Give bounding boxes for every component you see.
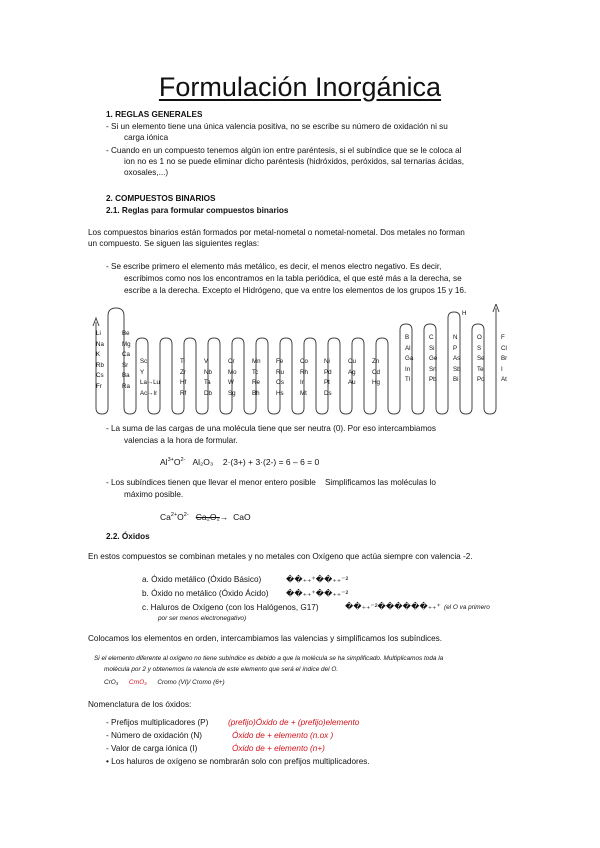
paragraph: Los compuestos binarios están formados por metal-nometal o nometal-nometal. Dos metales no forman [88, 228, 465, 237]
element-symbol: Mo [228, 368, 237, 376]
element-symbol: At [501, 376, 507, 383]
element-symbol: Ru [276, 368, 284, 376]
element-symbol: Ga [405, 355, 414, 362]
element-symbol: Co [300, 358, 308, 365]
page-title: Formulación Inorgánica [158, 72, 442, 102]
subsection-heading: 2.1. Reglas para formular compuestos binarios [106, 206, 289, 215]
element-symbol: I [501, 365, 503, 373]
element-symbol: Sr [122, 361, 129, 369]
element-symbol: Si [429, 344, 435, 352]
section2-heading: 2. COMPUESTOS BINARIOS [106, 194, 216, 203]
element-symbol: Y [140, 368, 145, 376]
element-symbol: Fe [276, 358, 284, 365]
element-symbol: Mn [252, 358, 261, 365]
paragraph: Colocamos los elementos en orden, intercambiamos las valencias y simplificamos los subíndices. [88, 634, 443, 643]
element-symbol: Mt [300, 389, 307, 397]
rule-text: - Los subíndices tienen que llevar el menor entero posible Simplificamos las moléculas lo [106, 478, 436, 487]
note: Si el elemento diferente al oxígeno no tiene subíndice es debido a que la molécula se ha simplificado. Multiplicamos toda la [94, 655, 444, 662]
element-symbol: O [477, 334, 482, 341]
element-symbol: Te [477, 365, 484, 373]
element-symbol: Bi [453, 376, 459, 383]
element-symbol: Cl [501, 344, 507, 352]
rule-text: - Se escribe primero el elemento más metálico, es decir, el menos electro negativo. Es decir, [106, 262, 442, 271]
element-symbol: Hs [276, 389, 284, 397]
element-symbol: F [501, 334, 505, 341]
element-symbol: Cd [372, 368, 380, 376]
element-symbol: Ta [204, 379, 211, 386]
element-symbol: Hg [372, 379, 380, 386]
element-symbol: Ge [429, 355, 438, 362]
element-symbol: Sn [429, 365, 437, 373]
oxide-note: (el O va primero [444, 604, 490, 611]
rule-text: escribimos como nos los encontramos en la tabla periódica, el que esté más a la derecha, se [124, 274, 462, 283]
element-symbol: Ni [324, 358, 330, 365]
element-symbol: Pt [324, 379, 330, 386]
element-symbol: Na [96, 340, 104, 348]
rule-text: valencias a la hora de formular. [124, 436, 238, 445]
subsection-heading: 2.2. Óxidos [106, 532, 150, 541]
nomenclature-item: • Los haluros de oxígeno se nombrarán solo con prefijos multiplicadores. [106, 757, 370, 766]
rule-text: oxosales,...) [124, 168, 169, 177]
rule-text: - Cuando en un compuesto tenemos algún ion entre paréntesis, si el subíndice que se le coloca al [106, 146, 462, 155]
element-symbol: K [96, 351, 101, 358]
rule-text: carga iónica [124, 133, 169, 142]
example-formula-1: $Al^{3+}O^{2-}$ Al₂O₃ 2·(3+) + 3·(2-) = 6 – 6 = 0 [160, 457, 320, 467]
element-symbol: Be [122, 330, 130, 337]
element-symbol: Rh [300, 368, 308, 376]
element-symbol: La→Lu [140, 379, 160, 386]
element-symbol: Hf [180, 379, 187, 386]
element-symbol: Ba [122, 372, 130, 379]
oxide-formula-b: ��₊₊⁺��₊₊⁻² [286, 589, 349, 598]
element-symbol: Cr [228, 358, 235, 365]
element-symbol: B [405, 334, 410, 341]
element-symbol: W [228, 379, 234, 386]
element-symbol: Se [477, 355, 485, 362]
oxide-formula-a: ��₊₊⁺��₊₊⁻² [286, 575, 349, 584]
paragraph: un compuesto. Se siguen las siguientes reglas: [88, 239, 260, 248]
element-symbol: Au [348, 379, 356, 386]
element-symbol: Rb [96, 361, 104, 369]
note: molécula por 2 y obtenemos la valencia de este elemento que será el índice del O. [104, 666, 339, 673]
element-symbol: Re [252, 379, 260, 386]
element-symbol: Nb [204, 368, 212, 376]
rule-text: - Si un elemento tiene una única valencia positiva, no se escribe su número de oxidación ni su [106, 122, 448, 131]
nomenclature-item: - Número de oxidación (N) [106, 731, 203, 740]
element-symbol: Sb [453, 365, 461, 373]
section1-heading: 1. REGLAS GENERALES [106, 110, 203, 119]
element-symbol: Po [477, 376, 485, 383]
oxide-type-a: a. Óxido metálico (Óxido Básico) [142, 575, 262, 584]
element-symbol: Ra [122, 382, 130, 390]
element-symbol: Tl [405, 376, 411, 383]
element-symbol: Li [96, 330, 101, 337]
element-symbol: Bh [252, 389, 260, 397]
element-symbol: V [204, 358, 209, 365]
element-symbol: Cs [96, 372, 104, 379]
paragraph: En estos compuestos se combinan metales y no metales con Oxígeno que actúa siempre con valencia -2. [88, 552, 473, 561]
rule-text: - La suma de las cargas de una molécula tiene que ser neutra (0). Por eso intercambiamos [106, 424, 436, 433]
element-symbol: Ti [180, 358, 185, 365]
nomenclature-formula: Óxido de + elemento (n+) [232, 744, 325, 753]
oxide-formula-c: ��₊₊⁻²������₊₊⁺ [345, 602, 441, 611]
element-symbol: P [453, 344, 458, 352]
element-symbol: Ac→Ir [140, 389, 158, 397]
rule-text: ion no es 1 no se puede eliminar dicho paréntesis (hidróxidos, peróxidos, sal ternarias ácidas, [124, 157, 464, 166]
example-formula-2: $Ca^{2+}O^{2-}$ Ca₂O₂→ CaO [160, 512, 251, 522]
element-symbol: C [429, 334, 434, 341]
element-symbol: Db [204, 389, 212, 397]
element-symbol: Ag [348, 368, 356, 376]
element-symbol: Cu [348, 358, 356, 365]
oxide-type-b: b. Óxido no metálico (Óxido Ácido) [142, 589, 269, 598]
nomenclature-item: - Valor de carga iónica (I) [106, 744, 198, 753]
element-symbol: Sc [140, 358, 148, 365]
element-symbol: Sg [228, 389, 236, 397]
element-symbol: Rf [180, 389, 187, 397]
oxide-type-c: c. Haluros de Oxígeno (con los Halógenos, G17) [142, 603, 319, 612]
element-symbol: Ds [324, 389, 332, 397]
paragraph: Nomenclatura de los óxidos: [88, 700, 192, 709]
element-symbol: Os [276, 379, 284, 386]
element-symbol: N [453, 334, 458, 341]
nomenclature-item: - Prefijos multiplicadores (P) [106, 718, 209, 727]
rule-text: máximo posible. [124, 490, 184, 499]
element-symbol: Ir [300, 379, 304, 386]
element-symbol: Zr [180, 368, 186, 376]
oxide-note: por ser menos electronegativo) [158, 615, 247, 622]
element-symbol: Al [405, 344, 411, 352]
element-symbol: Pd [324, 368, 332, 376]
rule-text: escribe a la derecha. Excepto el Hidrógeno, que va entre los elementos de los grupos 15 y 16. [124, 286, 467, 295]
element-symbol: Zn [372, 358, 380, 365]
nomenclature-formula: Óxido de + elemento (n.ox ) [232, 731, 334, 740]
element-symbol: Tc [252, 368, 259, 376]
element-symbol: Br [501, 355, 508, 362]
element-symbol: Fr [96, 382, 102, 390]
nomenclature-formula: (prefijo)Óxido de + (prefijo)elemento [228, 718, 360, 727]
example-line: CrO₃ CrnO₃ Cromo (VI)/ Cromo (6+) [104, 679, 225, 686]
element-symbol: S [477, 344, 482, 352]
element-symbol: Mg [122, 340, 131, 348]
element-symbol: Ca [122, 351, 130, 358]
element-symbol: As [453, 355, 461, 362]
element-symbol: Pb [429, 376, 437, 383]
element-symbol-hydrogen: H [462, 310, 467, 317]
element-symbol: In [405, 365, 411, 373]
